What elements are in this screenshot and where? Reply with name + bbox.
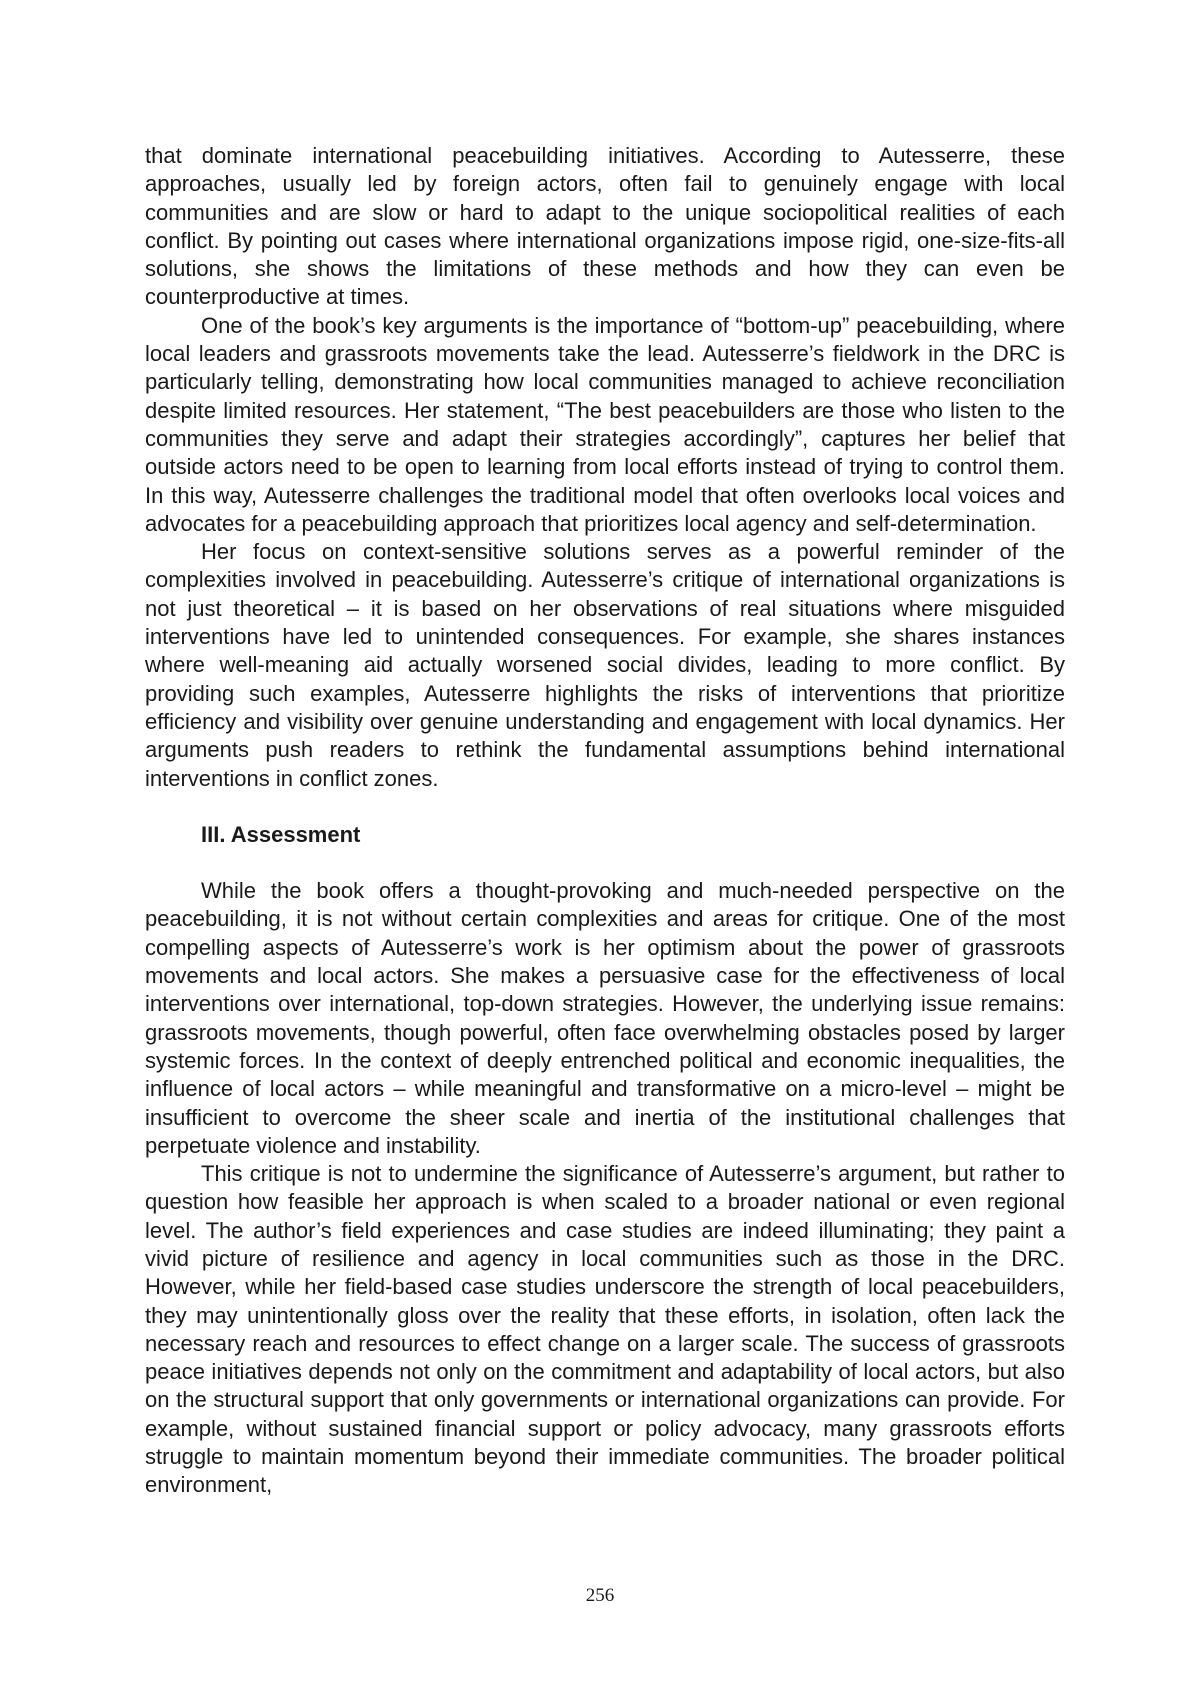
section-heading: III. Assessment [201,821,361,847]
paragraph-5: This critique is not to undermine the significance of Autesserre’s argument, but rather to question how feasible her approach is when scaled to a broader national or even regional level. The author’s field experiences and case studies are indeed illuminating; they paint a vivid picture of resilience and agency in local communities such as those in the DRC. However, while her field-based case studies underscore the strength of local peacebuilders, they may unintentionally gloss over the reality that these efforts, in isolation, often lack the necessary reach and resources to effect change on a larger scale. The success of grassroots peace initiatives depends not only on the commitment and adaptability of local actors, but also on the structural support that only governments or international organizations can provide. For example, without sustained financial support or policy advocacy, many grassroots efforts struggle to maintain momentum beyond their immediate communities. The broader political environment, [145,1161,1065,1498]
paragraph-4: While the book offers a thought-provoking and much-needed perspective on the peacebuilding, it is not without certain complexities and areas for critique. One of the most compelling aspects of Autesserre’s work is her optimism about the power of grassroots movements and local actors. She makes a persuasive case for the effectiveness of local interventions over international, top-down strategies. However, the underlying issue remains: grassroots movements, though powerful, often face overwhelming obstacles posed by larger systemic forces. In the context of deeply entrenched political and economic inequalities, the influence of local actors – while meaningful and transformative on a micro-level – might be insufficient to overcome the sheer scale and inertia of the institutional challenges that perpetuate violence and instability. [145,878,1065,1158]
paragraph-3: Her focus on context-sensitive solutions serves as a powerful reminder of the complexities involved in peacebuilding. Autesserre’s critique of international organizations is not just theoretical – it is based on her observations of real situations where misguided interventions have led to unintended consequences. For example, she shares instances where well-meaning aid actually worsened social divides, leading to more conflict. By providing such examples, Autesserre highlights the risks of interventions that prioritize efficiency and visibility over genuine understanding and engagement with local dynamics. Her arguments push readers to rethink the fundamental assumptions behind international interventions in conflict zones. [145,539,1065,791]
paragraph-1: that dominate international peacebuilding initiatives. According to Autesserre, these approaches, usually led by foreign actors, often fail to genuinely engage with local communities and are slow or hard to adapt to the unique sociopolitical realities of each conflict. By pointing out cases where international organizations impose rigid, one-size-fits-all solutions, she shows the limitations of these methods and how they can even be counterproductive at times. [145,143,1065,310]
paragraph-2: One of the book’s key arguments is the importance of “bottom-up” peacebuilding, where local leaders and grassroots movements take the lead. Autesserre’s fieldwork in the DRC is particularly telling, demonstrating how local communities managed to achieve reconciliation despite limited resources. Her statement, “The best peacebuilders are those who listen to the communities they serve and adapt their strategies accordingly”, captures her belief that outside actors need to be open to learning from local efforts instead of trying to control them. In this way, Autesserre challenges the traditional model that often overlooks local voices and advocates for a peacebuilding approach that prioritizes local agency and self-determination. [145,312,1065,536]
page-number: 256 [585,1585,615,1606]
body-text [145,142,1065,1500]
